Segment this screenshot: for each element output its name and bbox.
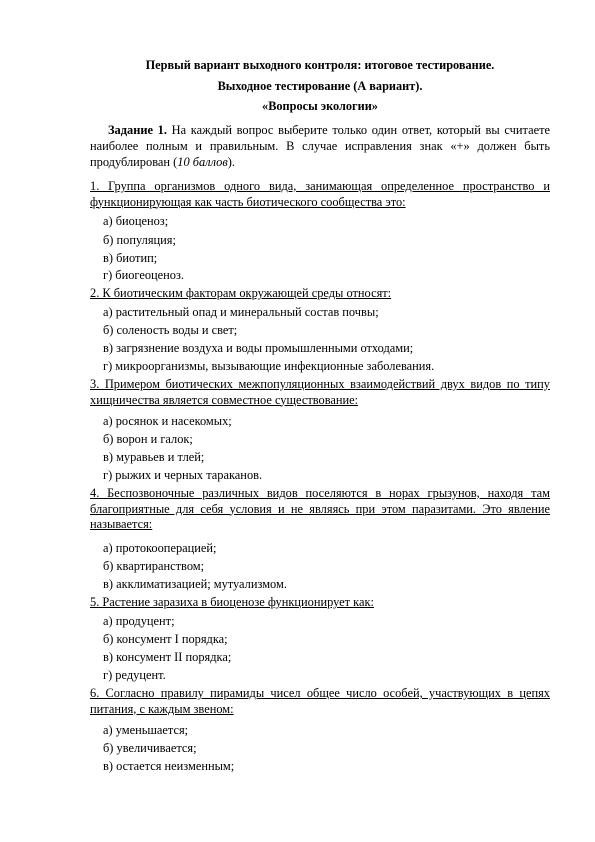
q1-option-a: а) биоценоз; <box>103 214 169 228</box>
question-3: 3. Примером биотических межпопуляционных взаимодействий двух видов по типу хищничества является совместное существование: <box>90 377 550 407</box>
q2-option-d: г) микроорганизмы, вызывающие инфекционные заболевания. <box>103 359 435 373</box>
q2-option-b: б) соленость воды и свет; <box>103 323 238 337</box>
q3-option-c: в) муравьев и тлей; <box>103 450 205 464</box>
q5-option-c: в) консумент II порядка; <box>103 650 232 664</box>
q6-option-b: б) увеличивается; <box>103 741 197 755</box>
q4-option-b: б) квартиранством; <box>103 559 205 573</box>
task-label: Задание 1. <box>108 123 167 137</box>
question-1: 1. Группа организмов одного вида, занимающая определенное пространство и функционирующая как часть биотического сообщества это: <box>90 179 550 209</box>
q2-option-a: а) растительный опад и минеральный состав почвы; <box>103 305 379 319</box>
q1-option-b: б) популяция; <box>103 233 176 247</box>
title-line-1: Первый вариант выходного контроля: итоговое тестирование. <box>145 58 495 72</box>
task-text: На каждый вопрос выберите только один ответ, который вы считаете наиболее полным и правильным. В случае исправления знак «+» должен быть продублирован ( <box>90 123 551 169</box>
question-2: 2. К биотическим факторам окружающей среды относят: <box>90 286 392 300</box>
question-5: 5. Растение заразиха в биоценозе функционирует как: <box>90 595 374 609</box>
task-text-end: ). <box>227 155 235 169</box>
q3-option-a: а) росянок и насекомых; <box>103 414 232 428</box>
q5-option-a: а) продуцент; <box>103 614 175 628</box>
task-score: 10 баллов <box>177 155 228 169</box>
title-line-2: Выходное тестирование (А вариант). <box>217 79 423 93</box>
task-instruction <box>90 122 550 170</box>
q2-option-c: в) загрязнение воздуха и воды промышленными отходами; <box>103 341 414 355</box>
q1-option-c: в) биотип; <box>103 251 158 265</box>
q6-option-c: в) остается неизменным; <box>103 759 235 773</box>
q5-option-d: г) редуцент. <box>103 668 166 682</box>
q3-option-b: б) ворон и галок; <box>103 432 193 446</box>
q3-option-d: г) рыжих и черных тараканов. <box>103 468 263 482</box>
q5-option-b: б) консумент I порядка; <box>103 632 228 646</box>
q4-option-c: в) акклиматизацией; мутуализмом. <box>103 577 287 591</box>
q4-option-a: а) протокооперацией; <box>103 541 217 555</box>
question-4: 4. Беспозвоночные различных видов поселяются в норах грызунов, находя там благоприятные для себя условия и не являясь при этом паразитами. Это явление называется: <box>90 486 550 531</box>
q6-option-a: а) уменьшается; <box>103 723 189 737</box>
title-line-3: «Вопросы экологии» <box>262 99 378 113</box>
question-6: 6. Согласно правилу пирамиды чисел общее число особей, участвующих в цепях питания, с каждым звеном: <box>90 686 550 716</box>
q1-option-d: г) биогеоценоз. <box>103 268 184 282</box>
